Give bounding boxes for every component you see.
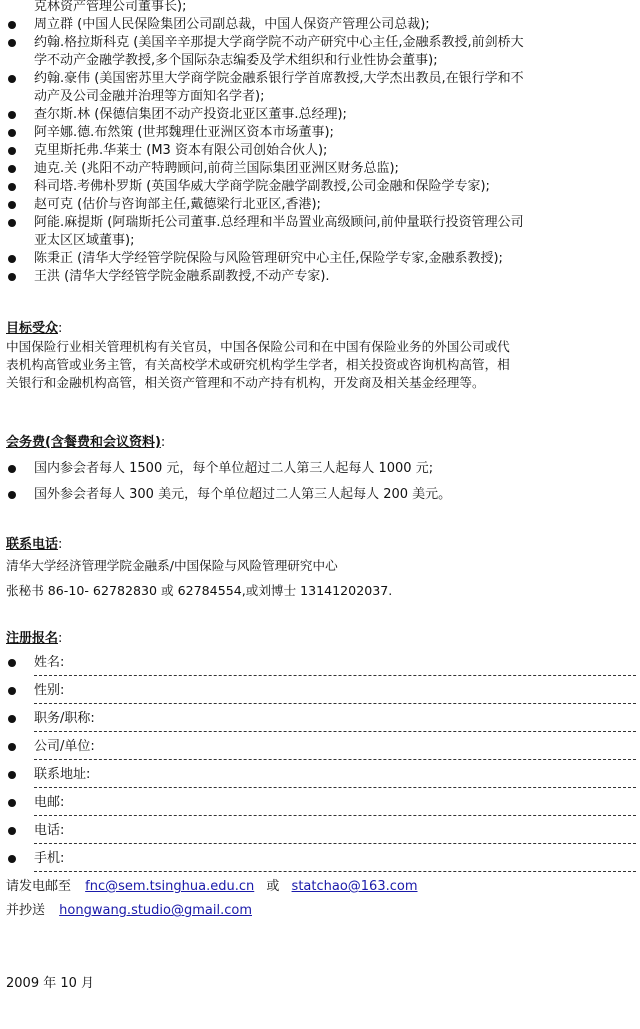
- speaker-text: 动产及公司金融并治理等方面知名学者);: [34, 89, 265, 104]
- registration-field-label: 联系地址:: [34, 767, 91, 782]
- registration-colon: :: [58, 631, 63, 646]
- contact-heading: 联系电话: [6, 537, 59, 552]
- registration-field-label: 电邮:: [34, 795, 65, 810]
- fill-in-line[interactable]: [34, 871, 636, 872]
- audience-line-1: 中国保险行业相关管理机构有关官员，中国各保险公司和在中国有保险业务的外国公司或代: [6, 339, 510, 354]
- fill-in-line[interactable]: [34, 815, 636, 816]
- registration-field[interactable]: [0, 652, 636, 678]
- registration-field-label: 手机:: [34, 851, 65, 866]
- bullet-icon: [8, 715, 16, 723]
- audience-line-3: 关银行和金融机构高管，相关资产管理和不动产持有机构，开发商及相关基金经理等。: [6, 375, 485, 390]
- contact-line-2: 张秘书 86-10- 62782830 或 62784554,或刘博士 13141202037.: [6, 583, 393, 598]
- bullet-icon: [8, 201, 16, 209]
- audience-line-2: 表机构高管或业务主管，有关高校学术或研究机构学生学者，相关投资或咨询机构高管，相: [6, 357, 510, 372]
- document-date: 2009 年 10 月: [6, 976, 95, 991]
- registration-field[interactable]: [0, 764, 636, 790]
- fees-colon: :: [160, 435, 166, 450]
- fill-in-line[interactable]: [34, 675, 636, 676]
- registration-field-label: 公司/单位:: [34, 739, 95, 754]
- registration-heading: 注册报名: [6, 631, 59, 646]
- bullet-icon: [8, 147, 16, 155]
- audience-heading-line: [6, 320, 634, 338]
- registration-field[interactable]: [0, 848, 636, 874]
- email-link-statchao[interactable]: statchao@163.com: [291, 879, 418, 894]
- send-prefix: 请发电邮至: [6, 879, 72, 894]
- contact-colon: :: [58, 537, 63, 552]
- fee-item-text: 国内参会者每人 1500 元，每个单位超过二人第三人起每人 1000 元;: [34, 461, 434, 476]
- registration-field[interactable]: [0, 736, 636, 762]
- bullet-icon: [8, 219, 16, 227]
- fill-in-line[interactable]: [34, 843, 636, 844]
- speaker-text: 查尔斯.林 (保德信集团不动产投资北亚区董事.总经理);: [34, 107, 347, 122]
- bullet-icon: [8, 21, 16, 29]
- contact-line-1: 清华大学经济管理学院金融系/中国保险与风险管理研究中心: [6, 558, 338, 573]
- registration-field[interactable]: [0, 820, 636, 846]
- speaker-text: 科司塔.考佛朴罗斯 (英国华威大学商学院金融学副教授,公司金融和保险学专家);: [34, 179, 490, 194]
- speaker-text: 陈秉正 (清华大学经管学院保险与风险管理研究中心主任,保险学专家,金融系教授);: [34, 251, 503, 266]
- bullet-icon: [8, 465, 16, 473]
- speaker-text: 周立群 (中国人民保险集团公司副总裁，中国人保资产管理公司总裁);: [34, 17, 430, 32]
- bullet-icon: [8, 75, 16, 83]
- bullet-icon: [8, 255, 16, 263]
- bullet-icon: [8, 273, 16, 281]
- registration-heading-line: [6, 630, 634, 648]
- email-link-hongwang[interactable]: hongwang.studio@gmail.com: [59, 903, 252, 918]
- contact-heading-line: [6, 536, 634, 554]
- speaker-text: 阿能.麻提斯 (阿瑞斯托公司董事.总经理和半岛置业高级顾问,前仲量联行投资管理公司: [34, 215, 524, 230]
- send-or: 或: [266, 879, 280, 894]
- registration-field[interactable]: [0, 708, 636, 734]
- registration-field-label: 职务/职称:: [34, 711, 95, 726]
- speaker-text: 克里斯托弗.华莱士 (M3 资本有限公司创始合伙人);: [34, 143, 328, 158]
- email-link-fnc[interactable]: fnc@sem.tsinghua.edu.cn: [85, 879, 255, 894]
- registration-field-label: 电话:: [34, 823, 65, 838]
- bullet-icon: [8, 855, 16, 863]
- bullet-icon: [8, 827, 16, 835]
- fees-heading: 会务费(含餐费和会议资料): [6, 435, 161, 450]
- registration-field-label: 性别:: [34, 683, 65, 698]
- bullet-icon: [8, 129, 16, 137]
- bullet-icon: [8, 111, 16, 119]
- speaker-text: 学不动产金融学教授,多个国际杂志编委及学术组织和行业性协会董事);: [34, 53, 438, 68]
- registration-field[interactable]: [0, 792, 636, 818]
- fee-item-text: 国外参会者每人 300 美元，每个单位超过二人第三人起每人 200 美元。: [34, 487, 452, 502]
- audience-colon: :: [58, 321, 63, 336]
- fill-in-line[interactable]: [34, 703, 636, 704]
- bullet-icon: [8, 183, 16, 191]
- bullet-icon: [8, 771, 16, 779]
- speaker-text: 亚太区区域董事);: [34, 233, 135, 248]
- registration-field[interactable]: [0, 680, 636, 706]
- speaker-text: 约翰.豪伟 (美国密苏里大学商学院金融系银行学首席教授,大学杰出教员,在银行学和不: [34, 71, 524, 86]
- fill-in-line[interactable]: [34, 787, 636, 788]
- bullet-icon: [8, 659, 16, 667]
- fees-heading-line: [6, 434, 634, 452]
- bullet-icon: [8, 491, 16, 499]
- registration-field-label: 姓名:: [34, 655, 65, 670]
- bullet-icon: [8, 165, 16, 173]
- bullet-icon: [8, 799, 16, 807]
- cc-line: [6, 902, 634, 920]
- send-line: [6, 878, 634, 896]
- speaker-continuation: 克林资产管理公司董事长);: [34, 0, 187, 14]
- fill-in-line[interactable]: [34, 759, 636, 760]
- bullet-icon: [8, 39, 16, 47]
- bullet-icon: [8, 687, 16, 695]
- speaker-text: 迪克.关 (兆阳不动产特聘顾问,前荷兰国际集团亚洲区财务总监);: [34, 161, 399, 176]
- fill-in-line[interactable]: [34, 731, 636, 732]
- speaker-text: 王洪 (清华大学经管学院金融系副教授,不动产专家).: [34, 269, 330, 284]
- audience-heading: 目标受众: [6, 321, 59, 336]
- speaker-text: 约翰.格拉斯科克 (美国辛辛那提大学商学院不动产研究中心主任,金融系教授,前剑桥大: [34, 35, 524, 50]
- speaker-text: 阿辛娜.德.布然策 (世邦魏理仕亚洲区资本市场董事);: [34, 125, 334, 140]
- bullet-icon: [8, 743, 16, 751]
- cc-prefix: 并抄送: [6, 903, 46, 918]
- speaker-text: 赵可克 (估价与咨询部主任,戴德梁行北亚区,香港);: [34, 197, 321, 212]
